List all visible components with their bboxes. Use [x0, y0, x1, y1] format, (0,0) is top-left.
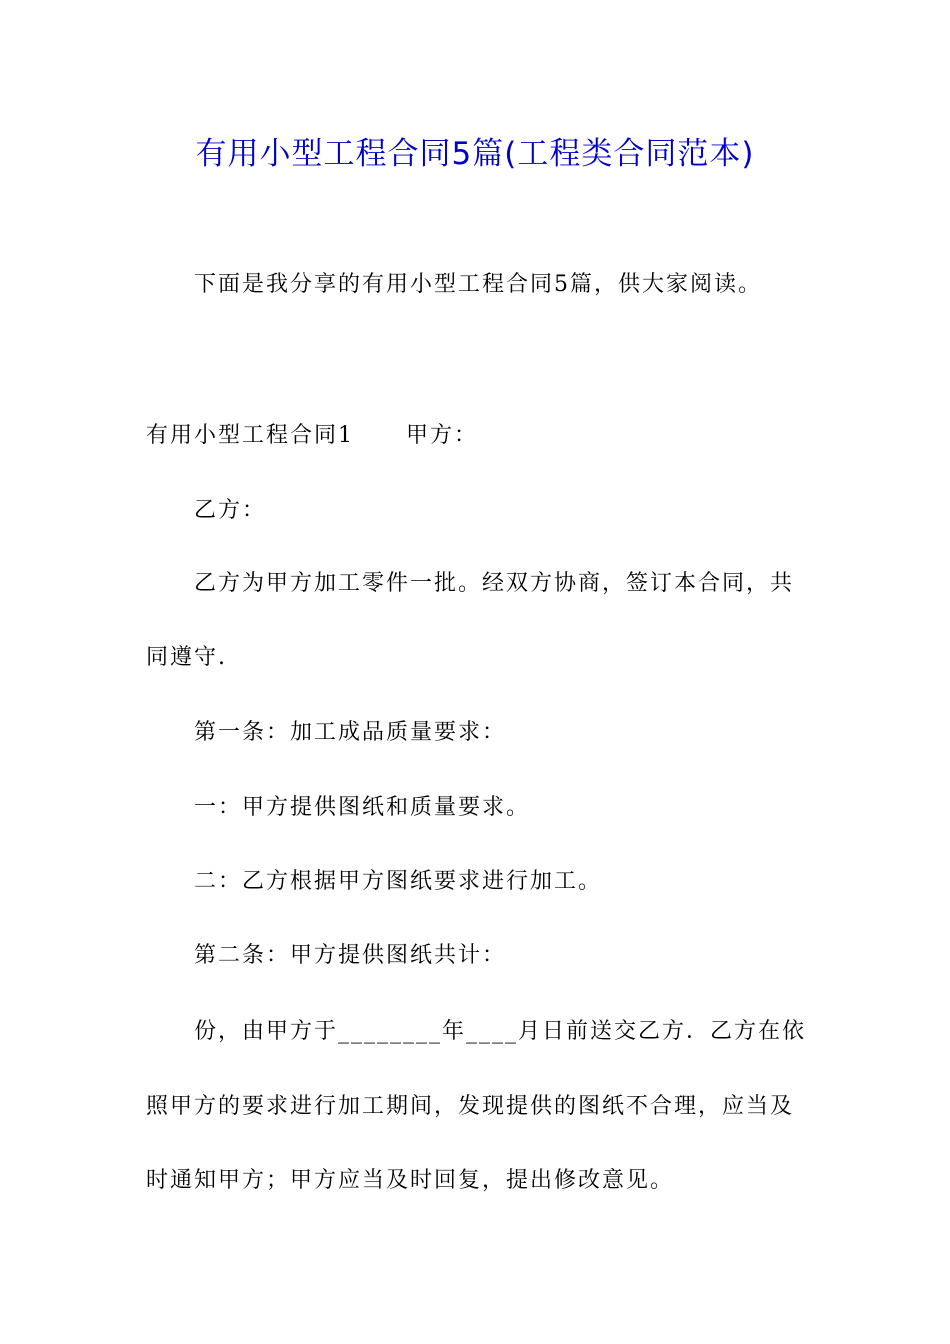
- article-2-heading: 第二条：甲方提供图纸共计：: [194, 943, 507, 968]
- section-heading-line: [146, 421, 478, 451]
- article-1-item-1: 一：甲方提供图纸和质量要求。: [194, 795, 531, 820]
- article-1-heading: 第一条：加工成品质量要求：: [194, 720, 507, 745]
- article-1-item-2: 二：乙方根据甲方图纸要求进行加工。: [194, 869, 603, 894]
- paragraph-1-line-2: 同遵守.: [146, 645, 227, 670]
- paragraph-2-line-3: 时通知甲方；甲方应当及时回复，提出修改意见。: [146, 1168, 675, 1193]
- document-title: 有用小型工程合同5篇(工程类合同范本): [195, 136, 755, 172]
- section-heading: 有用小型工程合同1: [146, 423, 354, 448]
- party-b-label: 乙方：: [194, 498, 267, 523]
- party-a-label: 甲方：: [406, 423, 479, 448]
- intro-paragraph: 下面是我分享的有用小型工程合同5篇，供大家阅读。: [194, 272, 762, 297]
- paragraph-2-line-1: 份，由甲方于________年____月日前送交乙方．乙方在依: [194, 1019, 807, 1044]
- paragraph-1-line-1: 乙方为甲方加工零件一批。经双方协商，签订本合同，共: [194, 571, 795, 596]
- paragraph-2-line-2: 照甲方的要求进行加工期间，发现提供的图纸不合理，应当及: [146, 1094, 795, 1119]
